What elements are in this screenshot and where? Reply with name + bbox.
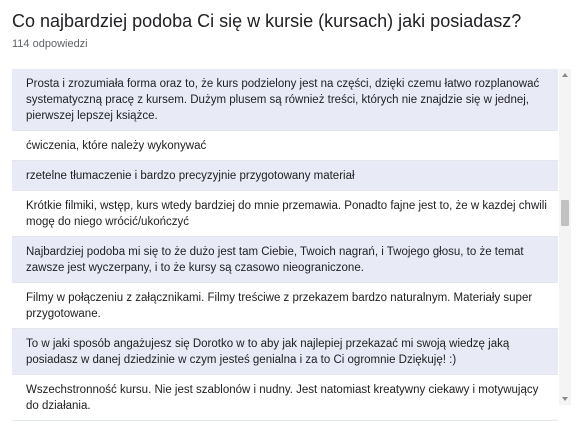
scroll-down-arrow-icon[interactable] bbox=[562, 397, 568, 401]
scrollbar-thumb[interactable] bbox=[561, 200, 569, 226]
response-count: 114 odpowiedzi bbox=[12, 38, 88, 50]
scroll-up-arrow-icon[interactable] bbox=[562, 73, 568, 77]
answers-scrollbar[interactable] bbox=[559, 69, 571, 405]
answer-row: Krótkie filmiki, wstęp, kurs wtedy bardziej do mnie przemawia. Ponadto fajne jest to, że w kazdej chwili mogę do niego wrócić/ukończyć bbox=[12, 191, 558, 237]
answer-row: Filmy w połączeniu z załącznikami. Filmy treściwe z przekazem bardzo naturalnym. Materiały super przygotowane. bbox=[12, 283, 558, 329]
answers-list bbox=[12, 69, 558, 421]
answer-row: Najbardziej podoba mi się to że dużo jest tam Ciebie, Twoich nagrań, i Twojego głosu, to że temat zawsze jest wyczerpany, i to że kursy są czasowo nieograniczone. bbox=[12, 237, 558, 283]
answer-row: ćwiczenia, które należy wykonywać bbox=[12, 131, 558, 161]
answer-row: Prosta i zrozumiała forma oraz to, że kurs podzielony jest na części, dzięki czemu łatwo rozplanować systematyczną pracę z kursem. Dużym plusem są również treści, których nie znajdzie się w jednej, pierwszej lepszej książce. bbox=[12, 69, 558, 131]
answer-row: To w jaki sposób angażujesz się Dorotko w to aby jak najlepiej przekazać mi swoją wiedzę jaką posiadasz w danej dziedzinie w czym jesteś genialna i za to Ci ogromnie Dziękuję! :) bbox=[12, 329, 558, 375]
question-title: Co najbardziej podoba Ci się w kursie (kursach) jaki posiadasz? bbox=[12, 11, 522, 31]
answers-list-container bbox=[12, 69, 558, 412]
answer-row: rzetelne tłumaczenie i bardzo precyzyjnie przygotowany materiał bbox=[12, 161, 558, 191]
answer-row: Wszechstronność kursu. Nie jest szablonów i nudny. Jest natomiast kreatywny ciekawy i motywujący do działania. bbox=[12, 375, 558, 421]
